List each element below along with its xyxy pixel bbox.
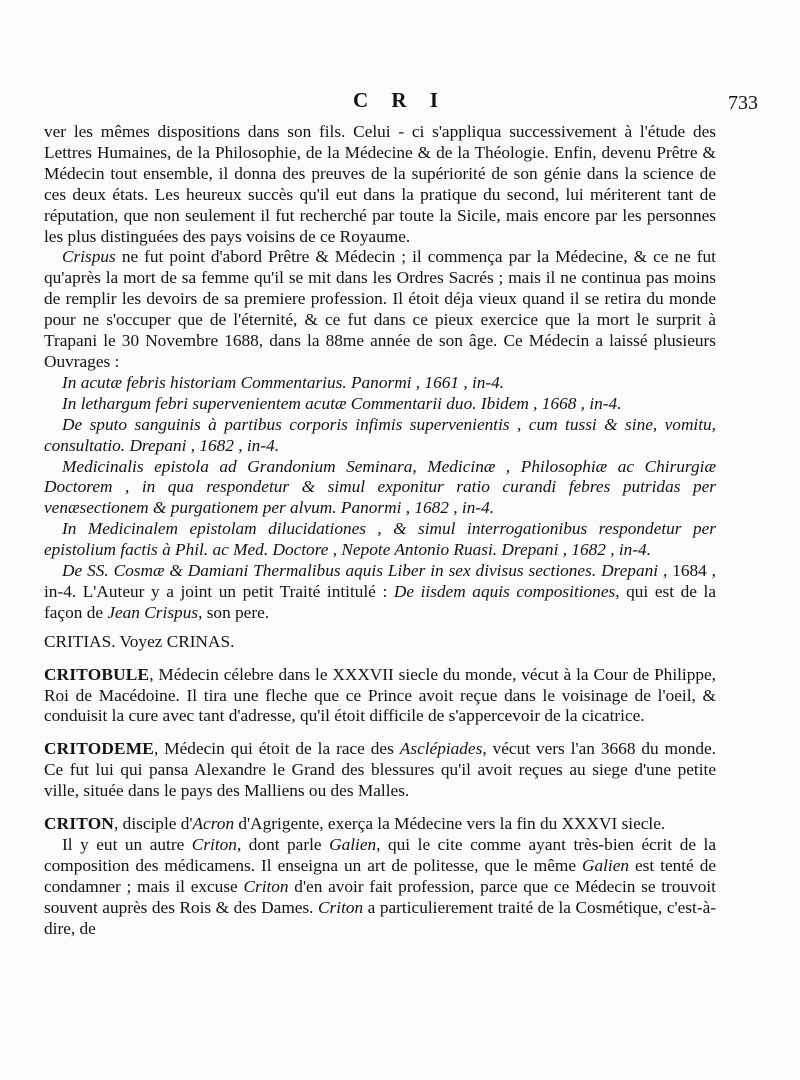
- criton-acron: Acron: [192, 814, 235, 834]
- page-number: 733: [728, 92, 758, 114]
- criton-p2-e: d'en avoir fait profession, parce que ce Médecin se trouvoit souvent auprès des Rois & des Dames.: [44, 876, 716, 917]
- criton-entry: [44, 814, 716, 835]
- criton-p2-d: est tenté de condamner ; mais il excuse: [44, 855, 717, 896]
- crispus-paragraph-2: [44, 247, 716, 372]
- critodeme-race: Asclépiades: [399, 739, 483, 759]
- critias-entry: CRITIAS. Voyez CRINAS.: [44, 631, 235, 651]
- bibliography-item: In lethargum febri supervenientem acutæ Commentarii duo. Ibidem , 1668 , in-4.: [62, 393, 622, 413]
- last-work-note-end: , qui est de la façon de: [44, 581, 716, 622]
- last-work-treatise: De iisdem aquis compositiones: [393, 581, 616, 601]
- critodeme-text-b: , vécut vers l'an 3668 du monde. Ce fut lui qui pansa Alexandre le Grand des blessures qu'il avoit reçues au siege d'une petite ville, située dans le pays des Malliens ou des Malles.: [44, 739, 716, 801]
- criton-p2-f: a particulierement traité de la Cosmétique, c'est-à-dire, de: [44, 897, 717, 938]
- last-work-tail: , son pere.: [198, 602, 270, 622]
- criton-paragraph-2: [44, 835, 716, 940]
- criton-text-a: , disciple d': [114, 814, 193, 834]
- critodeme-entry: [44, 739, 716, 802]
- criton-name: Criton: [191, 835, 237, 854]
- bibliography-item-last: [44, 561, 716, 624]
- crispus-paragraph-1: ver les mêmes dispositions dans son fils. Celui - ci s'appliqua successivement à l'étude des Lettres Humaines, de la Philosophie, de la Médecine & de la Théologie. Enfin, devenu Prêtre & Médecin tout ensemble, il donna des preuves de la supériorité de son génie dans la science de ces deux états. Les heureux succès qu'il eut dans la pratique du second, lui mériterent tant de réputation, que non seulement il fut recherché par toute la Sicile, mais encore par les personnes les plus distinguées des pays voisins de ce Royaume.: [44, 122, 716, 246]
- bibliography-item: De sputo sanguinis à partibus corporis infimis supervenientis , cum tussi & sine, vomitu, consultatio. Drepani , 1682 , in-4.: [44, 414, 716, 455]
- critobule-headword: CRITOBULE: [44, 664, 150, 684]
- galien-name: Galien: [329, 835, 377, 854]
- bibliography-item: Medicinalis epistola ad Grandonium Seminara, Medicinæ , Philosophiæ ac Chirurgiæ Doctorem , in qua respondetur & simul exponitur ratio curandi febres putridas per venæsectionem & purgationem per alvum. Panormi , 1682 , in-4.: [44, 456, 716, 518]
- last-work-title: De SS. Cosmæ & Damiani Thermalibus aquis Liber in sex divisus sectiones. Drepani ,: [62, 561, 668, 581]
- galien-name: Galien: [581, 855, 630, 875]
- critobule-entry: [44, 665, 716, 728]
- critodeme-text-a: , Médecin qui étoit de la race des: [154, 739, 400, 759]
- critobule-text: , Médecin célebre dans le XXXVII siecle du monde, vécut à la Cour de Philippe, Roi de Macédoine. Il tira une fleche que ce Prince avoit reçue dans le voisinage de l'oeil, & conduisit la cure avec tant d'adresse, qu'il étoit difficile de s'appercevoir de la cicatrice.: [44, 664, 716, 726]
- crispus-name: Crispus: [62, 247, 116, 267]
- page-body: [44, 122, 716, 940]
- last-work-note: 1684 , in-4. L'Auteur y a joint un petit Traité intitulé :: [44, 561, 717, 601]
- criton-text-b: d'Agrigente, exerça la Médecine vers la fin du XXXVI siecle.: [234, 814, 666, 834]
- criton-p2-a: Il y eut un autre: [62, 835, 192, 854]
- criton-headword: CRITON: [44, 814, 115, 834]
- criton-p2-c: , qui le cite comme ayant très-bien écrit de la composition des médicamens. Il enseigna un art de politesse, que le même: [44, 835, 717, 875]
- running-head: C R I: [352, 88, 447, 112]
- crispus-paragraph-2-text: ne fut point d'abord Prêtre & Médecin ; il commença par la Médecine, & ce ne fut qu'après la mort de sa femme qu'il se mit dans les Ordres Sacrés ; mais il ne continua pas moins de remplir les devoirs de sa premiere profession. Il étoit déja vieux quand il se retira du monde pour ne s'occuper que de l'éternité, & ce fut dans ce pieux exercice que la mort le surprit à Trapani le 30 Novembre 1688, dans la 88me année de son âge. Ce Médecin a laissé plusieurs Ouvrages :: [44, 247, 716, 371]
- critodeme-headword: CRITODEME: [44, 739, 154, 759]
- page-header: [0, 88, 800, 116]
- bibliography-item: In acutæ febris historiam Commentarius. Panormi , 1661 , in-4.: [62, 372, 505, 392]
- criton-p2-b: , dont parle: [236, 835, 330, 854]
- bibliography-item: In Medicinalem epistolam dilucidationes , & simul interrogationibus respondetur per epistolium factis à Phil. ac Med. Doctore , Nepote Antonio Ruasi. Drepani , 1682 , in-4.: [44, 519, 716, 560]
- criton-name: Criton: [318, 897, 364, 917]
- last-work-author: Jean Crispus: [107, 602, 199, 622]
- criton-name: Criton: [243, 876, 289, 896]
